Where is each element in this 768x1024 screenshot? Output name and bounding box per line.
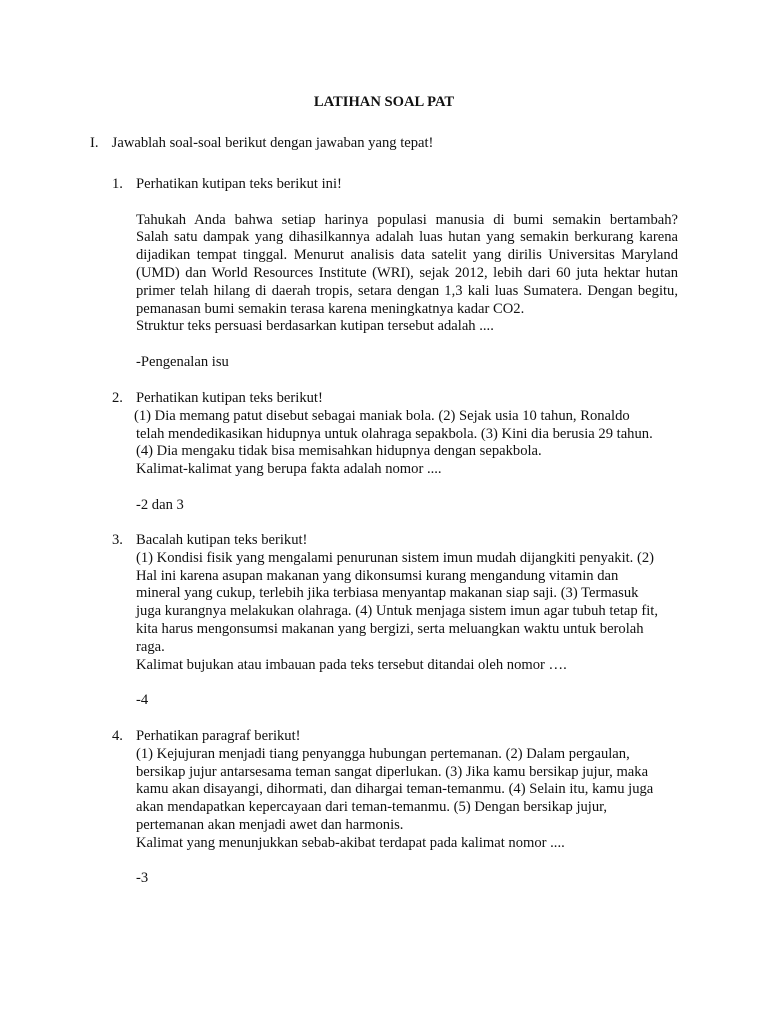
passage-line: raga. — [136, 638, 165, 655]
passage-line: (UMD) dan World Resources Institute (WRI), sejak 2012, lebih dari 60 juta hektar hutan — [136, 264, 678, 281]
question-number: 3. — [112, 532, 123, 548]
question-text: Struktur teks persuasi berdasarkan kutipan tersebut adalah .... — [136, 318, 494, 335]
passage-line: kita harus mengonsumsi makanan yang bergizi, serta meluangkan waktu untuk berolah — [136, 620, 644, 637]
passage-line: primer telah hilang di daerah tropis, setara dengan 1,3 kali luas Sumatera. Dengan begitu, — [136, 282, 678, 299]
passage-line: pemanasan bumi semakin terasa karena meningkatnya kadar CO2. — [136, 300, 525, 317]
question-2 — [112, 390, 678, 515]
passage-line: kamu akan disayangi, dihormati, dan dihargai teman-temanmu. (4) Selain itu, kamu juga — [136, 781, 654, 798]
passage-line: Salah satu dampak yang dihasilkannya adalah luas hutan yang semakin berkurang karena — [136, 229, 678, 246]
answer-text: -4 — [136, 692, 149, 709]
passage-line: (4) Dia mengaku tidak bisa memisahkan hidupnya dengan sepakbola. — [136, 443, 542, 460]
passage-line: akan mendapatkan kepercayaan dari teman-temanmu. (5) Dengan bersikap jujur, — [136, 799, 608, 816]
question-number: 2. — [112, 390, 123, 406]
answer-text: -2 dan 3 — [136, 496, 184, 513]
passage-line: bersikap jujur antarsesama teman sangat diperlukan. (3) Jika kamu bersikap jujur, maka — [136, 763, 649, 780]
question-number: 4. — [112, 728, 123, 744]
document-title: LATIHAN SOAL PAT — [313, 94, 455, 110]
passage-line: dijadikan tempat tinggal. Menurut analisis data satelit yang dirilis Universitas Maryland — [136, 247, 678, 264]
question-prompt: Perhatikan paragraf berikut! — [136, 728, 301, 744]
question-prompt: Perhatikan kutipan teks berikut ini! — [136, 176, 342, 192]
question-prompt: Bacalah kutipan teks berikut! — [136, 532, 308, 548]
passage-line: mineral yang cukup, terlebih jika terbiasa menyantap makanan siap saji. (3) Termasuk — [136, 585, 639, 602]
question-prompt: Perhatikan kutipan teks berikut! — [136, 390, 323, 406]
passage-line: (1) Kondisi fisik yang mengalami penurunan sistem imun mudah dijangkiti penyakit. (2) — [136, 549, 654, 566]
passage-line: Hal ini karena asupan makanan yang dikonsumsi kurang mengandung vitamin dan — [136, 567, 619, 584]
section-instruction: Jawablah soal-soal berikut dengan jawaban yang tepat! — [111, 135, 434, 151]
question-number: 1. — [112, 176, 123, 192]
question-3 — [112, 532, 678, 710]
question-4 — [112, 728, 678, 888]
passage-line: telah mendedikasikan hidupnya untuk olahraga sepakbola. (3) Kini dia berusia 29 tahun. — [136, 425, 653, 442]
answer-text: -3 — [136, 870, 149, 887]
passage-line: pertemanan akan menjadi awet dan harmonis. — [136, 816, 404, 833]
section-heading — [90, 135, 690, 153]
question-1 — [112, 176, 678, 372]
question-text: Kalimat-kalimat yang berupa fakta adalah nomor .... — [136, 461, 442, 478]
passage-line: (1) Kejujuran menjadi tiang penyangga hubungan pertemanan. (2) Dalam pergaulan, — [136, 745, 630, 762]
section-numeral: I. — [90, 135, 99, 151]
answer-text: -Pengenalan isu — [136, 353, 229, 370]
passage-line: (1) Dia memang patut disebut sebagai maniak bola. (2) Sejak usia 10 tahun, Ronaldo — [134, 407, 630, 424]
question-text: Kalimat bujukan atau imbauan pada teks tersebut ditandai oleh nomor …. — [136, 656, 567, 673]
question-text: Kalimat yang menunjukkan sebab-akibat terdapat pada kalimat nomor .... — [136, 834, 565, 851]
passage-line: Tahukah Anda bahwa setiap harinya populasi manusia di bumi semakin bertambah? — [136, 211, 678, 228]
passage-line: juga kurangnya melakukan olahraga. (4) Untuk menjaga sistem imun agar tubuh tetap fit, — [136, 603, 658, 620]
